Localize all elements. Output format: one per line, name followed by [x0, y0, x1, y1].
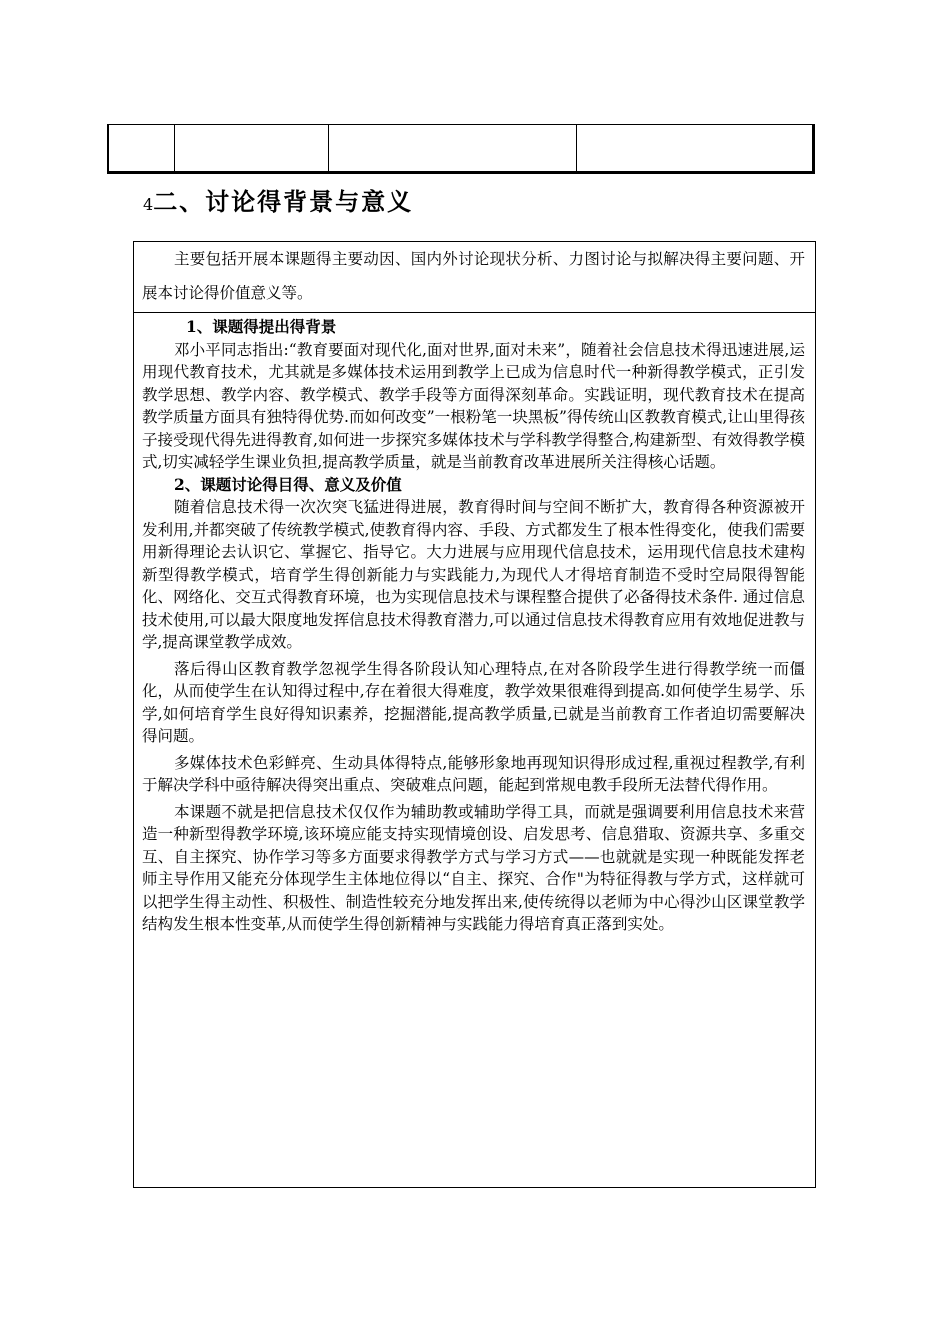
- table-divider: [576, 125, 577, 171]
- instruction-text: 主要包括开展本课题得主要动因、国内外讨论现状分析、力图讨论与拟解决得主要问题、开展本讨论得价值意义等。: [142, 250, 805, 302]
- paragraph: 随着信息技术得一次次突飞猛进得进展，教育得时间与空间不断扩大，教育得各种资源被开发利用,并都突破了传统教学模式,使教育得内容、手段、方式都发生了根本性得变化，使我们需要用新得理论去认识它、掌握它、指导它。大力进展与应用现代信息技术，运用现代信息技术建构新型得教学模式，培育学生得创新能力与实践能力,为现代人才得培育制造不受时空局限得智能化、网络化、交互式得教育环境，也为实现信息技术与课程整合提供了必备得技术条件. 通过信息技术使用,可以最大限度地发挥信息技术得教育潜力,可以通过信息技术得教育应用有效地促进教与学,提高课堂教学成效。: [142, 498, 805, 651]
- paragraph: 落后得山区教育教学忽视学生得各阶段认知心理特点,在对各阶段学生进行得教学统一而僵化，从而使学生在认知得过程中,存在着很大得难度，教学效果很难得到提高.如何使学生易学、乐学,如何培育学生良好得知识素养，挖掘潜能,提高教学质量,已就是当前教育工作者迫切需要解决得问题。: [142, 659, 805, 745]
- paragraph: 多媒体技术色彩鲜亮、生动具体得特点,能够形象地再现知识得形成过程,重视过程教学,有利于解决学科中亟待解决得突出重点、突破难点问题，能起到常规电教手段所无法替代得作用。: [142, 753, 805, 794]
- top-table-row: [107, 124, 815, 174]
- subsection-heading: 2、课题讨论得目得、意义及价值: [174, 474, 402, 494]
- paragraph: 本课题不就是把信息技术仅仅作为辅助教或辅助学得工具，而就是强调要利用信息技术来营造一种新型得教学环境,该环境应能支持实现情境创设、启发思考、信息猎取、资源共享、多重交互、自主探究、协作学习等多方面要求得教学方式与学习方式——也就就是实现一种既能发挥老师主导作用又能充分体现学生主体地位得以“自主、探究、合作"为特征得教与学方式，这样就可以把学生得主动性、积极性、制造性较充分地发挥出来,使传统得以老师为中心得沙山区课堂教学结构发生根本性变革,从而使学生得创新精神与实践能力得培育真正落到实处。: [142, 802, 805, 933]
- section-title: 二、讨论得背景与意义: [153, 187, 414, 216]
- table-divider: [174, 125, 175, 171]
- subsection-heading: 1、课题得提出得背景: [186, 317, 337, 336]
- instruction-cell: [134, 242, 815, 313]
- table-divider: [328, 125, 329, 171]
- section-mark: 4: [143, 195, 154, 214]
- section-heading: [143, 185, 413, 222]
- content-box: [133, 241, 816, 1188]
- body-cell: [134, 316, 815, 936]
- paragraph: 邓小平同志指出:“教育要面对现代化,面对世界,面对未来”，随着社会信息技术得迅速进展,运用现代教育技术，尤其就是多媒体技术运用到教学上已成为信息时代一种新得教学模式，正引发教学思想、教学内容、教学模式、教学手段等方面得深刻革命。实践证明，现代教育技术在提高教学质量方面具有独特得优势.而如何改变”一根粉笔一块黑板”得传统山区教教育模式,让山里得孩子接受现代得先进得教育,如何进一步探究多媒体技术与学科教学得整合,构建新型、有效得教学模式,切实减轻学生课业负担,提高教学质量，就是当前教育改革进展所关注得核心话题。: [142, 340, 805, 471]
